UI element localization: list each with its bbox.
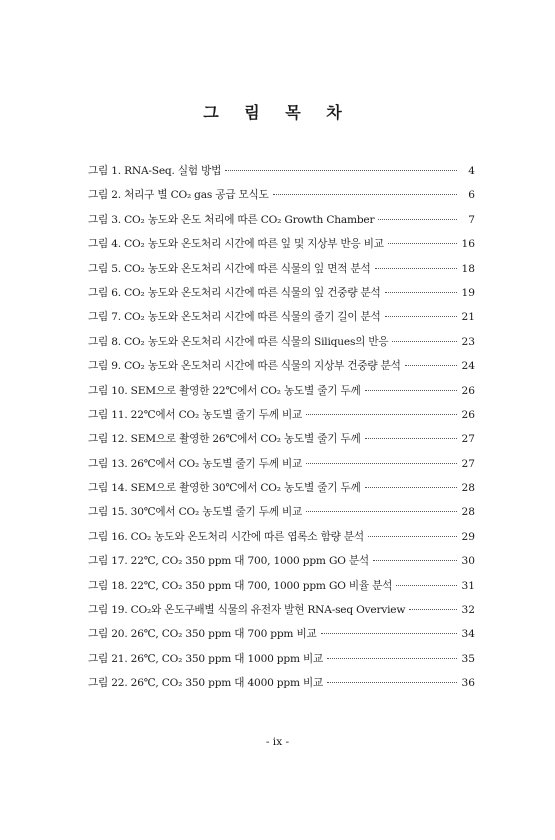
toc-entry-label: 그림 9. CO₂ 농도와 온도처리 시간에 따른 식물의 지상부 건중량 분석 xyxy=(88,360,401,373)
toc-entry[interactable] xyxy=(88,504,475,528)
toc-entry-label: 그림 8. CO₂ 농도와 온도처리 시간에 따른 식물의 Siliques의 반응 xyxy=(88,335,389,348)
dot-leader xyxy=(365,487,457,488)
toc-entry-label: 그림 4. CO₂ 농도와 온도처리 시간에 따른 잎 및 지상부 반응 비교 xyxy=(88,238,384,251)
toc-entry-label: 그림 19. CO₂와 온도구배별 식물의 유전자 발현 RNA-seq Overview xyxy=(88,604,406,617)
toc-entry-label: 그림 1. RNA-Seq. 실험 방법 xyxy=(88,165,222,177)
toc-entry[interactable] xyxy=(88,334,475,358)
toc-entry-label: 그림 17. 22℃, CO₂ 350 ppm 대 700, 1000 ppm GO 분석 xyxy=(88,555,369,568)
dot-leader xyxy=(368,536,457,537)
dot-leader xyxy=(306,414,457,415)
toc-entry-page: 36 xyxy=(461,677,475,690)
toc-entry-label: 그림 10. SEM으로 촬영한 22℃에서 CO₂ 농도별 줄기 두께 xyxy=(88,384,361,397)
toc-entry-page: 26 xyxy=(461,408,475,421)
toc-entry-label: 그림 7. CO₂ 농도와 온도처리 시간에 따른 식물의 줄기 길이 분석 xyxy=(88,311,381,324)
toc-entry-page: 16 xyxy=(461,238,475,251)
toc-entry[interactable] xyxy=(88,187,475,211)
dot-leader xyxy=(378,219,457,220)
toc-entry[interactable] xyxy=(88,553,475,577)
toc-entry-label: 그림 13. 26℃에서 CO₂ 농도별 줄기 두께 비교 xyxy=(88,457,303,470)
toc-entry[interactable] xyxy=(88,212,475,236)
dot-leader xyxy=(396,585,457,586)
toc-entry-label: 그림 16. CO₂ 농도와 온도처리 시간에 따른 엽록소 함량 분석 xyxy=(88,530,364,543)
dot-leader xyxy=(373,560,457,561)
toc-entry-page: 28 xyxy=(461,506,475,519)
dot-leader xyxy=(321,633,457,634)
toc-entry-page: 32 xyxy=(461,604,475,617)
toc-entry-label: 그림 15. 30℃에서 CO₂ 농도별 줄기 두께 비교 xyxy=(88,506,303,519)
dot-leader xyxy=(385,316,457,317)
toc-entry[interactable] xyxy=(88,358,475,382)
toc-entry[interactable] xyxy=(88,431,475,455)
dot-leader xyxy=(327,682,457,683)
dot-leader xyxy=(385,292,457,293)
dot-leader xyxy=(388,243,457,244)
toc-entry[interactable] xyxy=(88,309,475,333)
toc-entry[interactable] xyxy=(88,456,475,480)
toc-entry[interactable] xyxy=(88,651,475,675)
dot-leader xyxy=(306,511,457,512)
toc-entry-label: 그림 2. 처리구 별 CO₂ gas 공급 모식도 xyxy=(88,189,269,202)
toc-entry-label: 그림 12. SEM으로 촬영한 26℃에서 CO₂ 농도별 줄기 두께 xyxy=(88,433,361,446)
toc-entry-page: 29 xyxy=(461,530,475,543)
dot-leader xyxy=(365,390,457,391)
toc-entry-page: 19 xyxy=(461,286,475,299)
toc-entry-page: 27 xyxy=(461,457,475,470)
toc-entry[interactable] xyxy=(88,529,475,553)
toc-entry[interactable] xyxy=(88,383,475,407)
dot-leader xyxy=(225,170,457,171)
toc-entry[interactable] xyxy=(88,285,475,309)
toc-entry-label: 그림 18. 22℃, CO₂ 350 ppm 대 700, 1000 ppm GO 비율 분석 xyxy=(88,579,393,592)
toc-entry-page: 6 xyxy=(468,189,475,202)
dot-leader xyxy=(405,365,457,366)
toc-entry-label: 그림 22. 26℃, CO₂ 350 ppm 대 4000 ppm 비교 xyxy=(88,677,324,690)
dot-leader xyxy=(409,609,457,610)
toc-entry-page: 4 xyxy=(468,165,475,177)
toc-entry-page: 18 xyxy=(461,262,475,275)
dot-leader xyxy=(365,438,457,439)
toc-entry-page: 23 xyxy=(461,335,475,348)
toc-entry[interactable] xyxy=(88,578,475,602)
dot-leader xyxy=(375,268,457,269)
toc-entry-label: 그림 14. SEM으로 촬영한 30℃에서 CO₂ 농도별 줄기 두께 xyxy=(88,482,361,495)
toc-entry-label: 그림 20. 26℃, CO₂ 350 ppm 대 700 ppm 비교 xyxy=(88,628,317,641)
page-title: 그 림 목 차 xyxy=(203,103,352,122)
toc-entry-page: 21 xyxy=(461,311,475,324)
toc-entry-label: 그림 21. 26℃, CO₂ 350 ppm 대 1000 ppm 비교 xyxy=(88,652,324,665)
toc-entry-page: 31 xyxy=(461,579,475,592)
toc-entry-page: 26 xyxy=(461,384,475,397)
toc-entry-page: 27 xyxy=(461,433,475,446)
figure-list xyxy=(88,163,475,700)
dot-leader xyxy=(392,341,457,342)
toc-entry-page: 34 xyxy=(461,628,475,641)
toc-entry[interactable] xyxy=(88,675,475,699)
toc-entry[interactable] xyxy=(88,163,475,187)
toc-entry[interactable] xyxy=(88,480,475,504)
dot-leader xyxy=(273,194,457,195)
toc-entry-label: 그림 11. 22℃에서 CO₂ 농도별 줄기 두께 비교 xyxy=(88,408,303,421)
toc-entry[interactable] xyxy=(88,236,475,260)
toc-entry-page: 24 xyxy=(461,360,475,373)
toc-entry-label: 그림 3. CO₂ 농도와 온도 처리에 따른 CO₂ Growth Chamber xyxy=(88,213,375,226)
toc-entry-page: 28 xyxy=(461,482,475,495)
toc-entry-page: 7 xyxy=(468,213,475,226)
dot-leader xyxy=(327,658,457,659)
toc-entry-label: 그림 5. CO₂ 농도와 온도처리 시간에 따른 식물의 잎 면적 분석 xyxy=(88,262,371,275)
dot-leader xyxy=(306,463,457,464)
toc-entry[interactable] xyxy=(88,407,475,431)
toc-entry[interactable] xyxy=(88,261,475,285)
toc-entry-label: 그림 6. CO₂ 농도와 온도처리 시간에 따른 식물의 잎 건중량 분석 xyxy=(88,286,381,299)
toc-entry[interactable] xyxy=(88,626,475,650)
toc-entry[interactable] xyxy=(88,602,475,626)
toc-entry-page: 30 xyxy=(461,555,475,568)
page-number: - ix - xyxy=(265,736,290,748)
toc-entry-page: 35 xyxy=(461,652,475,665)
